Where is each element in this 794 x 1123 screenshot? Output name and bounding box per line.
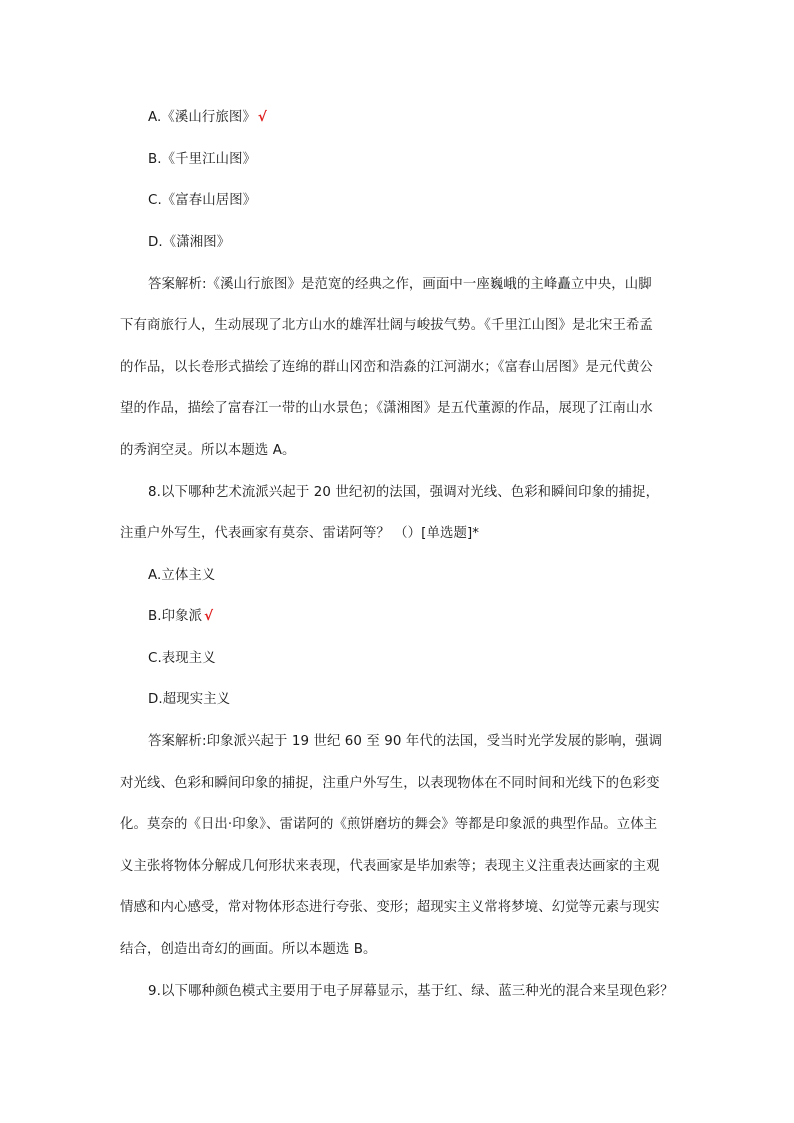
q8-analysis-line: 结合，创造出奇幻的画面。所以本题选 B。 — [120, 942, 377, 957]
option-text: A.《溪山行旅图》 — [148, 110, 256, 125]
q8-analysis-line: 情感和内心感受，常对物体形态进行夸张、变形；超现实主义常将梦境、幻觉等元素与现实 — [120, 900, 660, 915]
q7-analysis-line: 的作品，以长卷形式描绘了连绵的群山冈峦和浩淼的江河湖水；《富春山居图》是元代黄公 — [120, 360, 653, 375]
correct-check-mark: √ — [257, 110, 267, 125]
q8-option-c — [0, 649, 794, 669]
q7-option-c — [0, 191, 794, 211]
q8-analysis-line: 化。莫奈的《日出·印象》、雷诺阿的《煎饼磨坊的舞会》等都是印象派的典型作品。立体主 — [120, 817, 658, 832]
q8-question-line: 8.以下哪种艺术流派兴起于 20 世纪初的法国，强调对光线、色彩和瞬间印象的捕捉， — [148, 485, 660, 500]
correct-check-mark: √ — [204, 609, 214, 624]
q8-analysis-line: 对光线、色彩和瞬间印象的捕捉，注重户外写生，以表现物体在不同时间和光线下的色彩变 — [120, 776, 660, 791]
q8-analysis-line: 义主张将物体分解成几何形状来表现，代表画家是毕加索等；表现主义注重表达画家的主观 — [120, 859, 660, 874]
q7-option-b — [0, 150, 794, 170]
option-text: B.印象派 — [148, 609, 203, 624]
option-text: D.超现实主义 — [148, 692, 231, 707]
q7-analysis-line: 望的作品，描绘了富春江一带的山水景色；《潇湘图》是五代董源的作品，展现了江南山水 — [120, 401, 653, 416]
q7-analysis-line: 答案解析:《溪山行旅图》是范宽的经典之作，画面中一座巍峨的主峰矗立中央，山脚 — [148, 277, 652, 292]
option-text: C.表现主义 — [148, 651, 216, 666]
q8-option-b — [0, 607, 794, 627]
q7-option-a — [0, 108, 794, 128]
q7-analysis-line: 的秀润空灵。所以本题选 A。 — [120, 443, 296, 458]
q8-question-line: 注重户外写生，代表画家有莫奈、雷诺阿等？ （）[单选题]* — [120, 526, 480, 541]
q7-option-d — [0, 233, 794, 253]
q7-analysis-line: 下有商旅行人，生动展现了北方山水的雄浑壮阔与峻拔气势。《千里江山图》是北宋王希孟 — [120, 318, 653, 333]
q8-analysis-line: 答案解析:印象派兴起于 19 世纪 60 至 90 年代的法国，受当时光学发展的影响，强调 — [148, 734, 663, 749]
q9-question-line: 9.以下哪种颜色模式主要用于电子屏幕显示，基于红、绿、蓝三种光的混合来呈现色彩？ — [148, 984, 674, 999]
option-text: C.《富春山居图》 — [148, 193, 257, 208]
option-text: B.《千里江山图》 — [148, 152, 257, 167]
q8-option-d — [0, 690, 794, 710]
q8-option-a — [0, 566, 794, 586]
option-text: D.《潇湘图》 — [148, 235, 231, 250]
option-text: A.立体主义 — [148, 568, 216, 583]
